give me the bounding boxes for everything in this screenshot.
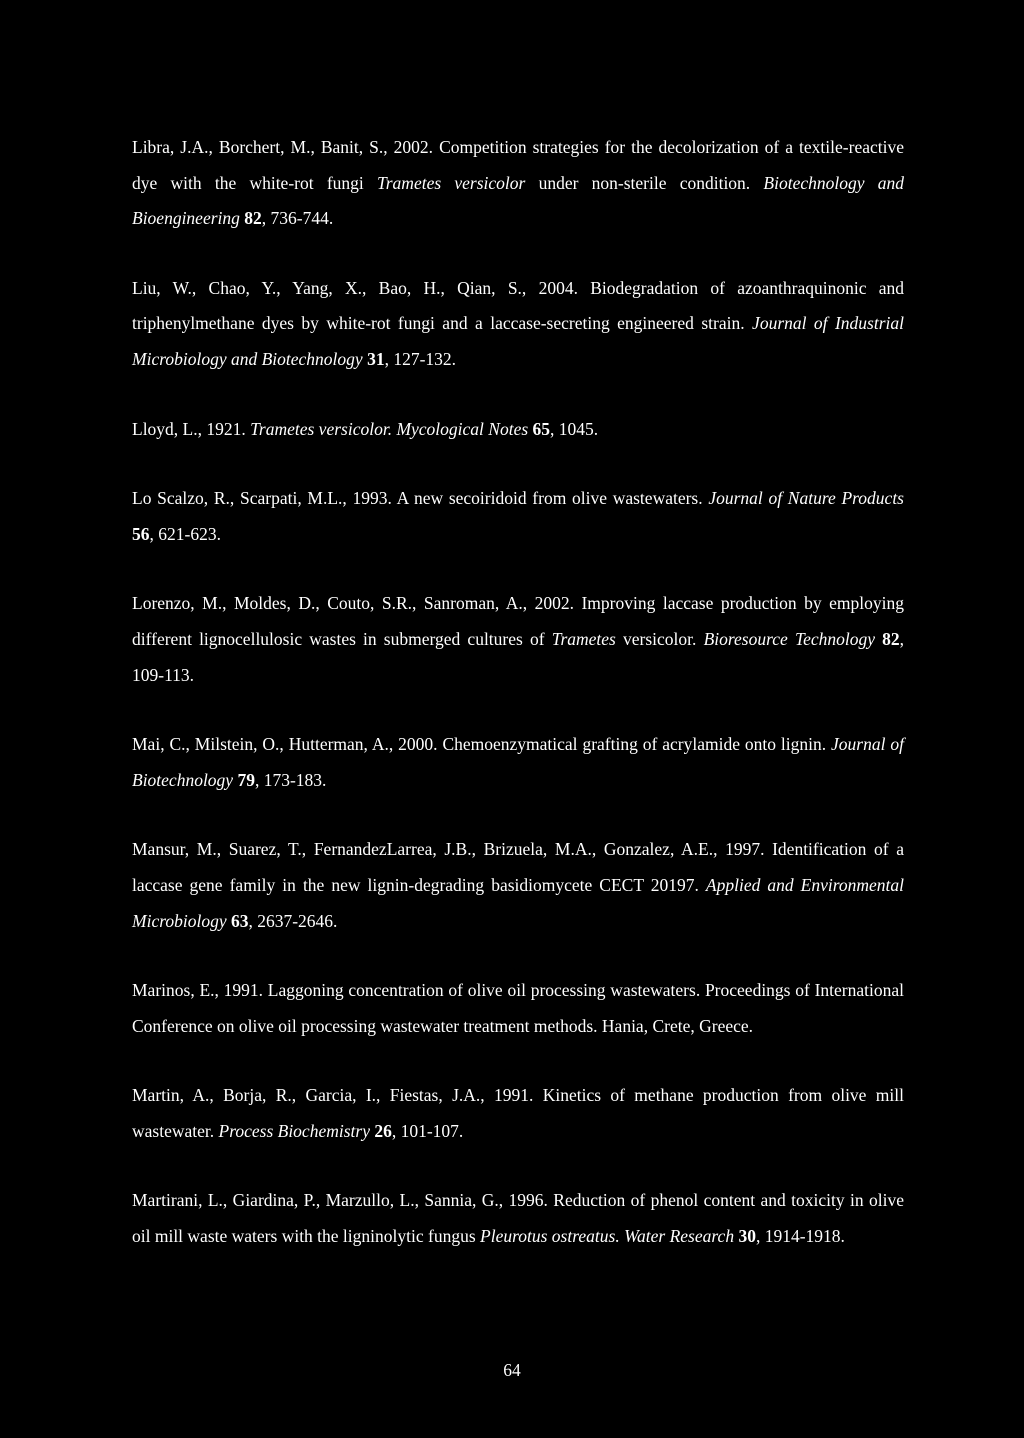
reference-entry xyxy=(132,973,904,1044)
reference-entry xyxy=(132,130,904,237)
reference-text: Lloyd, L., 1921. xyxy=(132,418,251,439)
reference-text: Martirani, L., Giardina, P., Marzullo, L., Sannia, G., 1996. Reduction of phenol content and toxicity in olive oil mill waste waters with the ligninolytic fungus xyxy=(132,1190,904,1247)
species-name: Trametes xyxy=(551,628,616,649)
volume-number: 31 xyxy=(367,348,385,369)
reference-entry xyxy=(132,271,904,378)
journal-name: Journal of Biotechnology xyxy=(132,734,904,790)
volume-number: 82 xyxy=(882,628,900,649)
page-range: , 621-623. xyxy=(149,523,221,544)
reference-text: Mai, C., Milstein, O., Hutterman, A., 2000. Chemoenzymatical grafting of acrylamide onto lignin. xyxy=(132,734,832,755)
page-number: 64 xyxy=(503,1360,521,1380)
reference-entry xyxy=(132,481,904,552)
page-range: , 173-183. xyxy=(254,769,327,790)
journal-name: Applied and Environmental Microbiology xyxy=(132,874,905,931)
reference-text: Mansur, M., Suarez, T., FernandezLarrea, J.B., Brizuela, M.A., Gonzalez, A.E., 1997. Identification of a laccase gene family in the new lignin-degrading basidiomycete CECT 20197. xyxy=(132,839,904,895)
reference-text: under non-sterile condition. xyxy=(525,172,764,193)
page-range: , 1045. xyxy=(550,418,599,439)
volume-number: 30 xyxy=(738,1226,756,1247)
reference-entry xyxy=(132,412,904,448)
journal-name: Biotechnology and Bioengineering xyxy=(132,172,904,229)
journal-name: Bioresource Technology xyxy=(703,628,875,649)
reference-text: Libra, J.A., Borchert, M., Banit, S., 2002. Competition strategies for the decolorization of a textile-reactive dye with the white-rot fungi xyxy=(132,137,904,193)
reference-text: Martin, A., Borja, R., Garcia, I., Fiestas, J.A., 1991. Kinetics of methane production from olive mill wastewater. xyxy=(132,1085,904,1141)
reference-entry xyxy=(132,1078,904,1149)
reference-entry xyxy=(132,586,904,693)
journal-name: Pleurotus ostreatus. Water Research xyxy=(480,1226,735,1247)
journal-name: Journal of Industrial Microbiology and Biotechnology xyxy=(132,313,905,369)
volume-number: 65 xyxy=(532,418,551,439)
volume-number: 82 xyxy=(244,208,262,229)
volume-number: 26 xyxy=(374,1120,392,1141)
page-range: , 127-132. xyxy=(384,348,457,369)
reference-text: versicolor. xyxy=(615,628,704,649)
journal-name: Journal of Nature Products xyxy=(708,488,904,509)
page-range: , 1914-1918. xyxy=(755,1226,845,1247)
page-range: , 2637-2646. xyxy=(248,910,338,931)
reference-text: Liu, W., Chao, Y., Yang, X., Bao, H., Qian, S., 2004. Biodegradation of azoanthraquinonic and triphenylmethane dyes by white-rot fungi and a laccase-secreting engineered strain. xyxy=(132,277,904,334)
page-range: , 736-744. xyxy=(261,208,334,229)
species-name: Trametes versicolor xyxy=(376,172,526,193)
volume-number: 79 xyxy=(237,769,255,790)
volume-number: 56 xyxy=(132,523,150,544)
reference-entry xyxy=(132,727,904,798)
page-range: , 109-113. xyxy=(132,628,905,685)
reference-text: Marinos, E., 1991. Laggoning concentration of olive oil processing wastewaters. Proceedings of International Conference on olive oil processing wastewater treatment methods. Hania, Crete, Greece. xyxy=(132,980,904,1036)
reference-entry xyxy=(132,832,904,939)
page-range: , 101-107. xyxy=(391,1120,464,1141)
reference-text: Lo Scalzo, R., Scarpati, M.L., 1993. A new secoiridoid from olive wastewaters. xyxy=(132,488,709,509)
reference-entry xyxy=(132,1183,904,1254)
volume-number: 63 xyxy=(230,910,249,931)
reference-text: Lorenzo, M., Moldes, D., Couto, S.R., Sanroman, A., 2002. Improving laccase production by employing different lignocellulosic wastes in submerged cultures of xyxy=(132,593,904,649)
journal-name: Trametes versicolor. Mycological Notes xyxy=(250,418,529,439)
journal-name: Process Biochemistry xyxy=(218,1120,370,1141)
reference-list xyxy=(132,130,904,1289)
